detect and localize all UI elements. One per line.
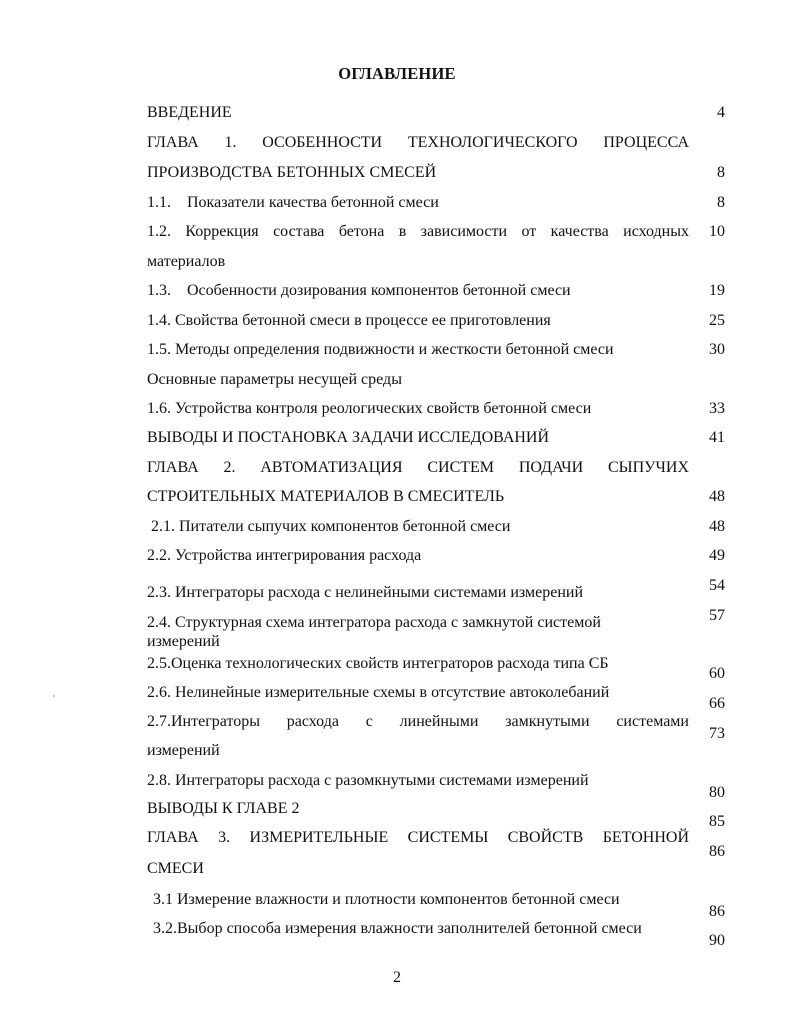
toc-line-2-2: 2.2. Устройства интегрирования расхода <box>147 547 422 564</box>
toc-line-3-1: 3.1 Измерение влажности и плотности компонентов бетонной смеси <box>153 891 620 908</box>
toc-page-number: 33 <box>709 400 725 417</box>
toc-line-2-4: 2.4. Структурная схема интегратора расхода с замкнутой системой измерений <box>147 614 601 650</box>
toc-page-number: 8 <box>717 164 725 181</box>
toc-page-number: 86 <box>709 903 725 920</box>
toc-line-chapter-3-cont: СМЕСИ <box>147 860 204 877</box>
toc-page-number: 19 <box>709 282 725 299</box>
toc-line-1-2-cont: материалов <box>147 253 226 270</box>
toc-page-number: 86 <box>709 843 725 860</box>
toc-page-number: 48 <box>709 518 725 535</box>
toc-line-conclusions-1: ВЫВОДЫ И ПОСТАНОВКА ЗАДАЧИ ИССЛЕДОВАНИЙ <box>147 429 550 446</box>
toc-page-number: 66 <box>709 695 725 712</box>
toc-line-1-3: 1.3. Особенности дозирования компонентов бетонной смеси <box>147 282 571 299</box>
toc-line-chapter-1: ГЛАВА 1. ОСОБЕННОСТИ ТЕХНОЛОГИЧЕСКОГО ПРОЦЕССА <box>147 134 689 151</box>
toc-page-number: 41 <box>709 429 725 446</box>
toc-line-1-5: 1.5. Методы определения подвижности и жесткости бетонной смеси <box>147 341 614 358</box>
toc-line-carrier-params: Основные параметры несущей среды <box>147 371 402 388</box>
toc-page-number: 54 <box>709 577 725 594</box>
toc-page-number: 73 <box>709 725 725 742</box>
toc-line-3-2: 3.2.Выбор способа измерения влажности заполнителей бетонной смеси <box>153 920 642 937</box>
toc-line-2-5: 2.5.Оценка технологических свойств интеграторов расхода типа СБ <box>147 655 609 672</box>
toc-line-1-6: 1.6. Устройства контроля реологических свойств бетонной смеси <box>147 400 592 417</box>
toc-line-1-4: 1.4. Свойства бетонной смеси в процессе ее приготовления <box>147 312 551 329</box>
page-title: ОГЛАВЛЕНИЕ <box>338 64 456 83</box>
toc-line-2-8: 2.8. Интеграторы расхода с разомкнутыми системами измерений <box>147 772 589 789</box>
toc-line-2-1: 2.1. Питатели сыпучих компонентов бетонной смеси <box>151 518 511 535</box>
footer-page-number: 2 <box>393 969 401 986</box>
toc-page-number: 57 <box>709 607 725 624</box>
toc-page-number: 60 <box>709 665 725 682</box>
toc-page-number: 80 <box>709 784 725 801</box>
toc-page-number: 4 <box>717 104 725 121</box>
toc-page-number: 48 <box>709 488 725 505</box>
toc-line-2-6: 2.6. Нелинейные измерительные схемы в отсутствие автоколебаний <box>147 684 610 701</box>
toc-page-number: 25 <box>709 312 725 329</box>
toc-line-2-3: 2.3. Интеграторы расхода с нелинейными системами измерений <box>147 584 584 601</box>
toc-line-2-7-cont: измерений <box>147 742 220 759</box>
scan-speck <box>53 695 55 697</box>
toc-line-conclusions-2: ВЫВОДЫ К ГЛАВЕ 2 <box>147 800 300 817</box>
toc-line-chapter-2: ГЛАВА 2. АВТОМАТИЗАЦИЯ СИСТЕМ ПОДАЧИ СЫПУЧИХ <box>147 459 689 476</box>
toc-line-chapter-1-cont: ПРОИЗВОДСТВА БЕТОННЫХ СМЕСЕЙ <box>147 164 437 181</box>
toc-line-introduction: ВВЕДЕНИЕ <box>147 104 232 121</box>
toc-line-chapter-3: ГЛАВА 3. ИЗМЕРИТЕЛЬНЫЕ СИСТЕМЫ СВОЙСТВ БЕТОННОЙ <box>147 829 689 846</box>
toc-page-number: 85 <box>709 813 725 830</box>
toc-line-2-7: 2.7.Интеграторы расхода с линейными замкнутыми системами <box>147 713 689 730</box>
toc-line-1-2: 1.2. Коррекция состава бетона в зависимости от качества исходных <box>147 223 689 240</box>
toc-line-chapter-2-cont: СТРОИТЕЛЬНЫХ МАТЕРИАЛОВ В СМЕСИТЕЛЬ <box>147 488 505 505</box>
toc-page-number: 90 <box>709 932 725 949</box>
toc-page-number: 10 <box>709 223 725 240</box>
toc-line-1-1: 1.1. Показатели качества бетонной смеси <box>147 194 439 211</box>
toc-page-number: 30 <box>709 341 725 358</box>
toc-page-number: 49 <box>709 547 725 564</box>
toc-page-number: 8 <box>717 194 725 211</box>
